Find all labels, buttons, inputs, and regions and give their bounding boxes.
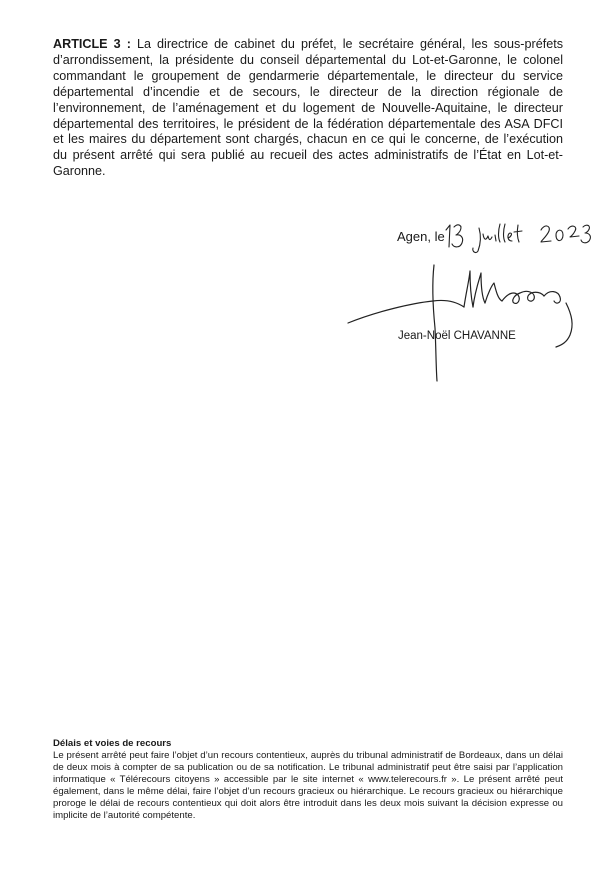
place-and-date bbox=[397, 225, 597, 259]
handwritten-date bbox=[441, 221, 591, 253]
recours-title: Délais et voies de recours bbox=[53, 738, 172, 749]
article-label: ARTICLE 3 : bbox=[53, 37, 131, 51]
recours-body: Le présent arrêté peut faire l’objet d’un recours contentieux, auprès du tribunal administratif de Bordeaux, dans un délai de deux mois à compter de sa publication ou de sa notification. Le tribunal administratif peut être saisi par l’application informatique « Télérecours citoyens » accessible par le site internet « www.telerecours.fr ». Le présent arrêté peut également, dans le même délai, faire l’objet d’un recours gracieux ou hiérarchique. Le recours gracieux ou hiérarchique proroge le délai de recours contentieux qui doit alors être introduit dans les deux mois suivant la décision expresse ou implicite de l’autorité compétente. bbox=[53, 750, 563, 821]
signer-name: Jean-Noël CHAVANNE bbox=[398, 330, 516, 342]
signature-image bbox=[338, 263, 578, 388]
article-3-paragraph bbox=[53, 37, 563, 180]
article-text: La directrice de cabinet du préfet, le secrétaire général, les sous-préfets d’arrondissement, la présidente du conseil départemental du Lot-et-Garonne, le colonel commandant le groupement de gendarmerie départementale, le directeur du service départemental d’incendie et de secours, le directeur de la direction régionale de l’environnement, de l’aménagement et du logement de Nouvelle-Aquitaine, le directeur départemental des territoires, le président de la fédération départementale des ASA DFCI et les maires du département sont chargés, chacun en ce qui le concerne, de l’exécution du présent arrêté qui sera publié au recueil des actes administratifs de l’État en Lot-et-Garonne. bbox=[53, 37, 563, 179]
recours-section bbox=[53, 738, 563, 822]
place-label: Agen, le bbox=[397, 229, 445, 244]
